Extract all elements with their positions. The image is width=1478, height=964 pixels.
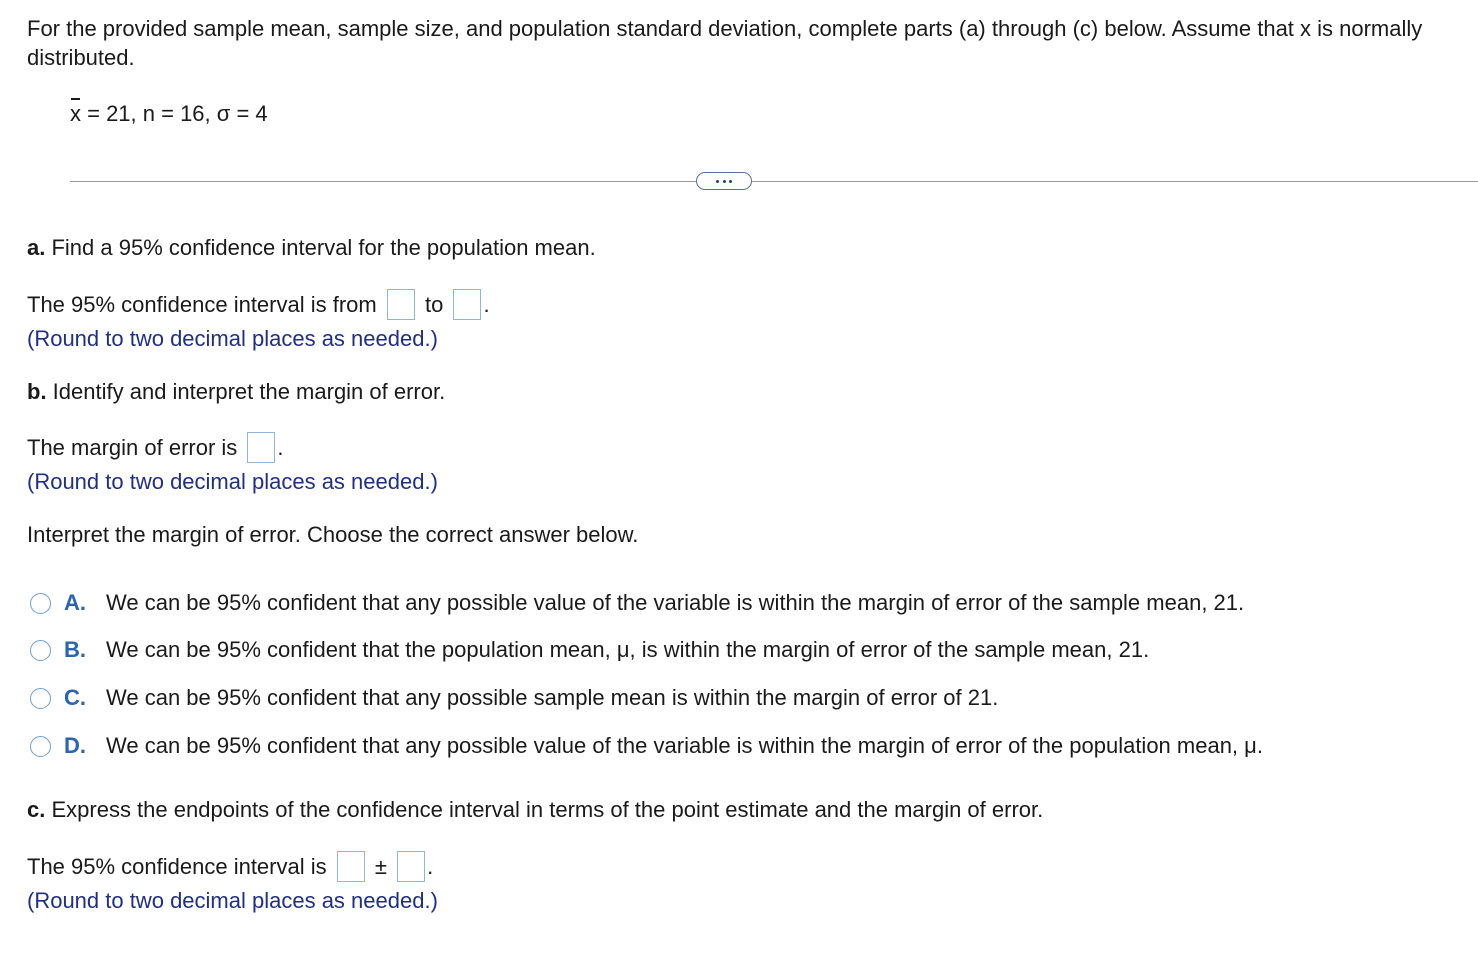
option-c-letter: C. — [64, 685, 86, 710]
part-b-answer-suffix: . — [277, 435, 284, 460]
part-a-label: a. — [27, 235, 46, 260]
option-a-text: We can be 95% confident that any possible value of the variable is within the margin of error of the sample mean, 21. — [106, 590, 1245, 615]
part-c-label: c. — [27, 797, 46, 822]
part-c-answer-prefix: The 95% confidence interval is — [27, 854, 327, 879]
option-b-letter: B. — [64, 637, 86, 662]
problem-prompt: For the provided sample mean, sample size, and population standard deviation, complete parts (a) through (c) below. Assume that x is normally distributed. — [27, 16, 1423, 70]
part-a-answer-middle: to — [424, 292, 444, 317]
option-b-radio[interactable] — [30, 640, 51, 661]
part-a-question — [27, 233, 596, 262]
part-b-answer-prefix: The margin of error is — [27, 435, 238, 460]
part-b-label: b. — [27, 379, 47, 404]
option-d[interactable] — [30, 731, 1263, 761]
option-a-radio[interactable] — [30, 593, 51, 614]
part-c-answer-suffix: . — [427, 854, 434, 879]
option-b[interactable] — [30, 635, 1149, 665]
given-values — [70, 99, 268, 128]
option-d-radio[interactable] — [30, 736, 51, 757]
plus-minus-symbol: ± — [374, 854, 387, 879]
ellipsis-icon-dot — [729, 180, 732, 183]
option-b-text: We can be 95% confident that the population mean, μ, is within the margin of error of the sample mean, 21. — [106, 637, 1150, 662]
margin-input[interactable] — [397, 851, 425, 882]
option-a[interactable] — [30, 588, 1244, 618]
part-a-answer-suffix: . — [483, 292, 490, 317]
part-c-text: Express the endpoints of the confidence interval in terms of the point estimate and the margin of error. — [45, 797, 1044, 822]
ellipsis-icon — [716, 180, 719, 183]
part-c-answer-line — [27, 852, 433, 884]
part-b-answer-line — [27, 433, 284, 465]
option-a-letter: A. — [64, 590, 86, 615]
ci-lower-input[interactable] — [387, 289, 415, 320]
part-a-answer-prefix: The 95% confidence interval is from — [27, 292, 377, 317]
part-b-hint: (Round to two decimal places as needed.) — [27, 469, 438, 494]
option-c-text: We can be 95% confident that any possible sample mean is within the margin of error of 21. — [106, 685, 999, 710]
part-a-answer-line — [27, 290, 490, 322]
part-c-question — [27, 795, 1043, 824]
part-b-question — [27, 377, 445, 406]
option-d-letter: D. — [64, 733, 86, 758]
option-c[interactable] — [30, 683, 998, 713]
given-values-text: = 21, n = 16, σ = 4 — [81, 101, 268, 126]
part-b-text: Identify and interpret the margin of error. — [46, 379, 446, 404]
option-d-text: We can be 95% confident that any possible value of the variable is within the margin of error of the population mean, μ. — [106, 733, 1263, 758]
option-c-radio[interactable] — [30, 688, 51, 709]
section-divider — [70, 181, 1478, 182]
part-c-hint: (Round to two decimal places as needed.) — [27, 888, 438, 913]
margin-of-error-input[interactable] — [247, 432, 275, 463]
more-options-button[interactable] — [696, 172, 752, 190]
part-a-text: Find a 95% confidence interval for the population mean. — [45, 235, 596, 260]
ellipsis-icon-dot — [723, 180, 726, 183]
sample-mean-symbol: x — [70, 101, 81, 126]
interpret-prompt: Interpret the margin of error. Choose the correct answer below. — [27, 522, 639, 547]
ci-upper-input[interactable] — [453, 289, 481, 320]
part-a-hint: (Round to two decimal places as needed.) — [27, 326, 438, 351]
point-estimate-input[interactable] — [337, 851, 365, 882]
